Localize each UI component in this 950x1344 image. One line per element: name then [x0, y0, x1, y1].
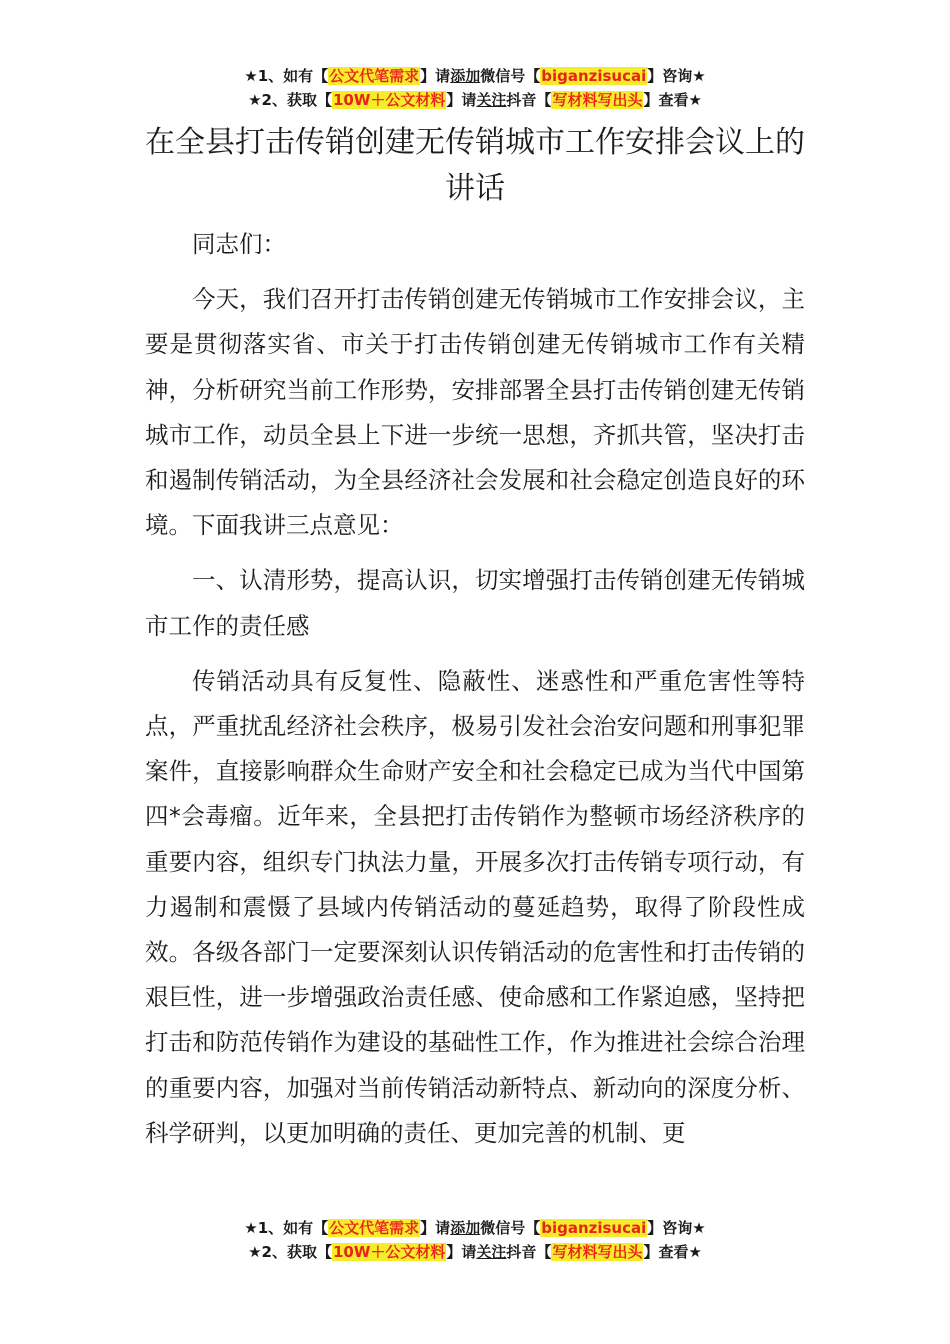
- banner-line-1: ★1、如有【公文代笔需求】请添加微信号【biganzisucai】咨询★: [244, 1219, 706, 1237]
- banner-line-2: ★2、获取【10W＋公文材料】请关注抖音【写材料写出头】查看★: [248, 91, 702, 109]
- footer-banner: [0, 1216, 950, 1264]
- highlight-service: 公文代笔需求: [329, 1219, 420, 1237]
- header-banner: [0, 64, 950, 112]
- highlight-materials: 10W＋公文材料: [332, 91, 446, 109]
- highlight-wechat-id: biganzisucai: [541, 67, 647, 85]
- highlight-materials: 10W＋公文材料: [332, 1243, 446, 1261]
- paragraph-section-1: 传销活动具有反复性、隐蔽性、迷惑性和严重危害性等特点，严重扰乱经济社会秩序，极易引发社会治安问题和刑事犯罪案件，直接影响群众生命财产安全和社会稳定已成为当代中国第四*会毒瘤。近年来，全县把打击传销作为整顿市场经济秩序的重要内容，组织专门执法力量，开展多次打击传销专项行动，有力遏制和震慑了县域内传销活动的蔓延趋势，取得了阶段性成效。各级各部门一定要深刻认识传销活动的危害性和打击传销的艰巨性，进一步增强政治责任感、使命感和工作紧迫感，坚持把打击和防范传销作为建设的基础性工作，作为推进社会综合治理的重要内容，加强对当前传销活动新特点、新动向的深度分析、科学研判，以更加明确的责任、更加完善的机制、更: [145, 666, 805, 1147]
- section-heading-1: 一、认清形势，提高认识，切实增强打击传销创建无传销城市工作的责任感: [145, 566, 805, 640]
- banner-line-1: ★1、如有【公文代笔需求】请添加微信号【biganzisucai】咨询★: [244, 67, 706, 85]
- highlight-douyin-account: 写材料写出头: [552, 1243, 643, 1261]
- highlight-douyin-account: 写材料写出头: [552, 91, 643, 109]
- banner-line-2: ★2、获取【10W＋公文材料】请关注抖音【写材料写出头】查看★: [248, 1243, 702, 1261]
- greeting: 同志们：: [192, 230, 286, 258]
- highlight-wechat-id: biganzisucai: [541, 1219, 647, 1237]
- highlight-service: 公文代笔需求: [329, 67, 420, 85]
- paragraph-intro: 今天，我们召开打击传销创建无传销城市工作安排会议，主要是贯彻落实省、市关于打击传销创建无传销城市工作有关精神，分析研究当前工作形势，安排部署全县打击传销创建无传销城市工作，动员全县上下进一步统一思想，齐抓共管，坚决打击和遏制传销活动，为全县经济社会发展和社会稳定创造良好的环境。下面我讲三点意见：: [145, 285, 805, 540]
- document-title: 在全县打击传销创建无传销城市工作安排会议上的讲话: [145, 125, 805, 206]
- document-body: [145, 222, 805, 1166]
